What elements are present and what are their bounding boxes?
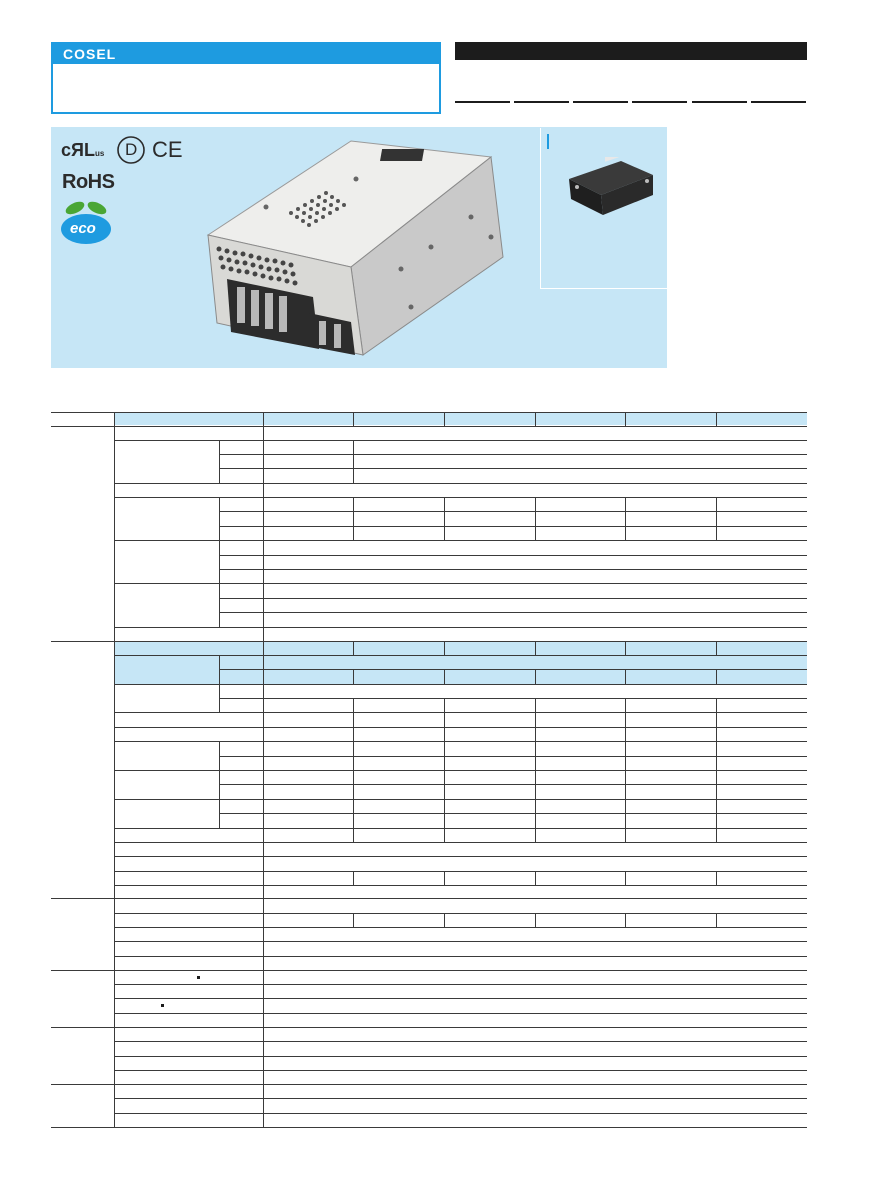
table-rule — [625, 641, 626, 655]
series-title-bar — [455, 42, 807, 60]
model-tab — [514, 101, 569, 103]
table-rule — [353, 871, 354, 885]
model-tab — [632, 101, 687, 103]
table-rule — [115, 913, 807, 914]
ul-icon: cЯLus — [61, 140, 105, 160]
table-rule — [444, 871, 445, 885]
table-rule — [115, 727, 807, 728]
table-rule — [219, 511, 807, 512]
table-rule — [219, 598, 807, 599]
table-rule — [115, 1113, 807, 1114]
table-rule — [716, 698, 717, 842]
table-rule — [115, 1070, 807, 1071]
table-rule — [115, 483, 807, 484]
table-rule — [219, 555, 807, 556]
eco-label: eco — [70, 220, 96, 237]
table-rule — [353, 913, 354, 927]
table-rule — [115, 1013, 807, 1014]
table-rule — [115, 956, 807, 957]
table-shaded-row — [115, 642, 807, 655]
model-tab — [751, 101, 806, 103]
table-rule — [115, 1041, 807, 1042]
table-rule — [51, 641, 807, 642]
table-rule — [115, 1098, 807, 1099]
table-rule — [219, 440, 220, 483]
footnote-mark — [197, 976, 200, 979]
rohs-badge: RoHS — [62, 171, 115, 193]
table-rule — [444, 412, 445, 426]
table-rule — [625, 871, 626, 885]
table-rule — [219, 612, 807, 613]
table-rule — [535, 641, 536, 655]
table-header-row — [115, 412, 807, 425]
table-rule — [353, 641, 354, 655]
table-rule — [444, 497, 445, 540]
table-rule — [444, 913, 445, 927]
table-rule — [535, 412, 536, 426]
table-rule — [219, 756, 807, 757]
table-rule — [535, 871, 536, 885]
table-rule — [219, 569, 807, 570]
table-rule — [115, 998, 807, 999]
table-rule — [716, 412, 717, 426]
inset-marker — [547, 134, 549, 149]
model-tab — [692, 101, 747, 103]
table-rule — [115, 984, 807, 985]
table-rule — [51, 412, 807, 413]
title-box — [51, 42, 441, 114]
table-rule — [625, 497, 626, 540]
table-rule — [219, 698, 807, 699]
table-rule — [115, 712, 807, 713]
table-rule — [115, 1056, 807, 1057]
table-rule — [115, 842, 807, 843]
table-rule — [115, 856, 807, 857]
table-rule — [51, 1027, 807, 1028]
table-rule — [535, 913, 536, 927]
table-rule — [444, 698, 445, 842]
table-rule — [716, 871, 717, 885]
table-rule — [115, 871, 807, 872]
footnote-mark — [161, 1004, 164, 1007]
table-rule — [219, 784, 807, 785]
table-rule — [115, 941, 807, 942]
table-rule — [625, 669, 626, 684]
table-rule — [115, 828, 807, 829]
table-rule — [535, 698, 536, 842]
table-rule — [219, 655, 220, 712]
table-rule — [51, 426, 807, 427]
table-rule — [115, 627, 807, 628]
model-tab — [573, 101, 628, 103]
table-rule — [535, 497, 536, 540]
table-rule — [353, 412, 354, 426]
brand-bar — [53, 44, 439, 64]
table-rule — [51, 898, 807, 899]
model-tab — [455, 101, 510, 103]
d-mark-label: D — [125, 140, 138, 159]
table-rule — [219, 454, 807, 455]
ce-icon: CE — [152, 137, 183, 162]
table-rule — [625, 913, 626, 927]
table-rule — [51, 970, 807, 971]
option-inset — [540, 128, 667, 289]
table-rule — [219, 497, 220, 627]
table-rule — [219, 741, 220, 828]
table-rule — [115, 927, 807, 928]
table-rule — [114, 412, 115, 1128]
table-rule — [716, 913, 717, 927]
cosel-logo: COSEL — [63, 46, 117, 62]
table-rule — [353, 497, 354, 540]
table-rule — [716, 641, 717, 655]
table-rule — [353, 669, 354, 684]
table-rule — [716, 669, 717, 684]
table-rule — [219, 526, 807, 527]
table-rule — [625, 698, 626, 842]
table-rule — [219, 813, 807, 814]
table-rule — [535, 669, 536, 684]
table-rule — [444, 641, 445, 655]
table-rule — [353, 698, 354, 842]
table-rule — [115, 885, 807, 886]
table-rule — [51, 1084, 807, 1085]
table-rule — [219, 669, 807, 670]
table-rule — [625, 412, 626, 426]
table-rule — [51, 1127, 807, 1128]
table-rule — [444, 669, 445, 684]
table-rule — [263, 412, 264, 1128]
table-rule — [219, 468, 807, 469]
table-rule — [353, 440, 354, 483]
table-rule — [716, 497, 717, 540]
